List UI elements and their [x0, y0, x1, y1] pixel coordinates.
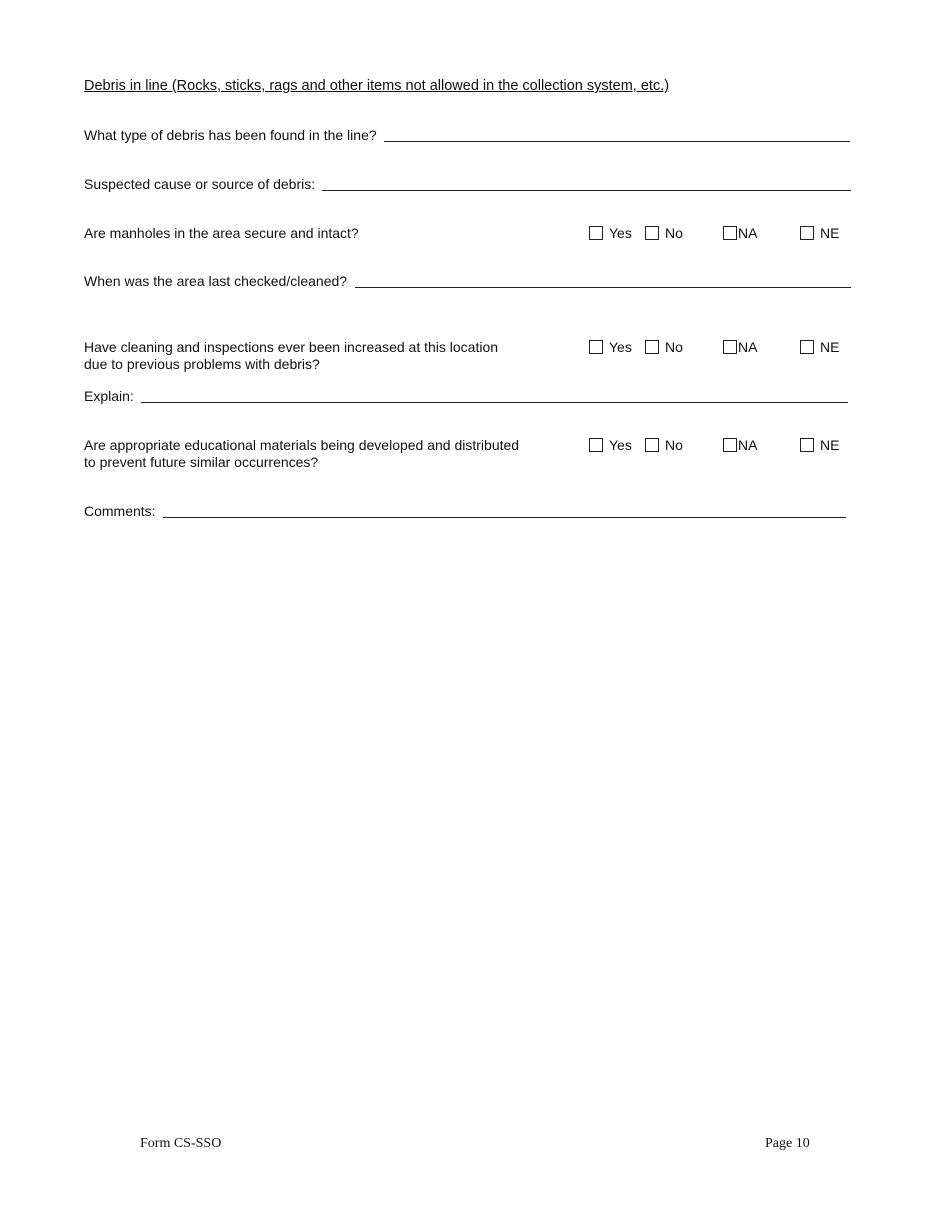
debris-type-field[interactable]	[384, 141, 850, 142]
increased-no-checkbox[interactable]	[645, 340, 659, 354]
materials-label-line2: to prevent future similar occurrences?	[84, 454, 319, 470]
materials-ne-checkbox[interactable]	[800, 438, 814, 452]
comments-field[interactable]	[163, 517, 846, 518]
manholes-yes-checkbox[interactable]	[589, 226, 603, 240]
page-number: Page 10	[765, 1136, 810, 1151]
materials-ne-label: NE	[820, 437, 840, 453]
increased-label-line2: due to previous problems with debris?	[84, 356, 320, 372]
increased-ne-label: NE	[820, 339, 840, 355]
last-checked-label: When was the area last checked/cleaned?	[84, 273, 348, 289]
materials-label-line1: Are appropriate educational materials being developed and distributed	[84, 437, 520, 453]
increased-na-label: NA	[738, 339, 758, 355]
manholes-na-checkbox[interactable]	[723, 226, 737, 240]
manholes-no-label: No	[665, 225, 683, 241]
section-heading: Debris in line (Rocks, sticks, rags and other items not allowed in the collection system, etc.)	[84, 78, 670, 94]
increased-yes-checkbox[interactable]	[589, 340, 603, 354]
manholes-ne-label: NE	[820, 225, 840, 241]
increased-yes-label: Yes	[609, 339, 632, 355]
last-checked-field[interactable]	[355, 287, 851, 288]
materials-no-checkbox[interactable]	[645, 438, 659, 452]
debris-cause-field[interactable]	[322, 190, 851, 191]
manholes-yes-label: Yes	[609, 225, 632, 241]
explain-field[interactable]	[141, 402, 848, 403]
manholes-no-checkbox[interactable]	[645, 226, 659, 240]
manholes-label: Are manholes in the area secure and intact?	[84, 225, 359, 241]
materials-na-label: NA	[738, 437, 758, 453]
debris-type-label: What type of debris has been found in the line?	[84, 127, 377, 143]
materials-yes-checkbox[interactable]	[589, 438, 603, 452]
comments-label: Comments:	[84, 503, 156, 519]
increased-no-label: No	[665, 339, 683, 355]
materials-no-label: No	[665, 437, 683, 453]
explain-label: Explain:	[84, 388, 134, 404]
manholes-ne-checkbox[interactable]	[800, 226, 814, 240]
increased-na-checkbox[interactable]	[723, 340, 737, 354]
materials-na-checkbox[interactable]	[723, 438, 737, 452]
increased-label-line1: Have cleaning and inspections ever been increased at this location	[84, 339, 499, 355]
debris-cause-label: Suspected cause or source of debris:	[84, 176, 316, 192]
manholes-na-label: NA	[738, 225, 758, 241]
increased-ne-checkbox[interactable]	[800, 340, 814, 354]
form-id: Form CS-SSO	[140, 1136, 222, 1151]
materials-yes-label: Yes	[609, 437, 632, 453]
